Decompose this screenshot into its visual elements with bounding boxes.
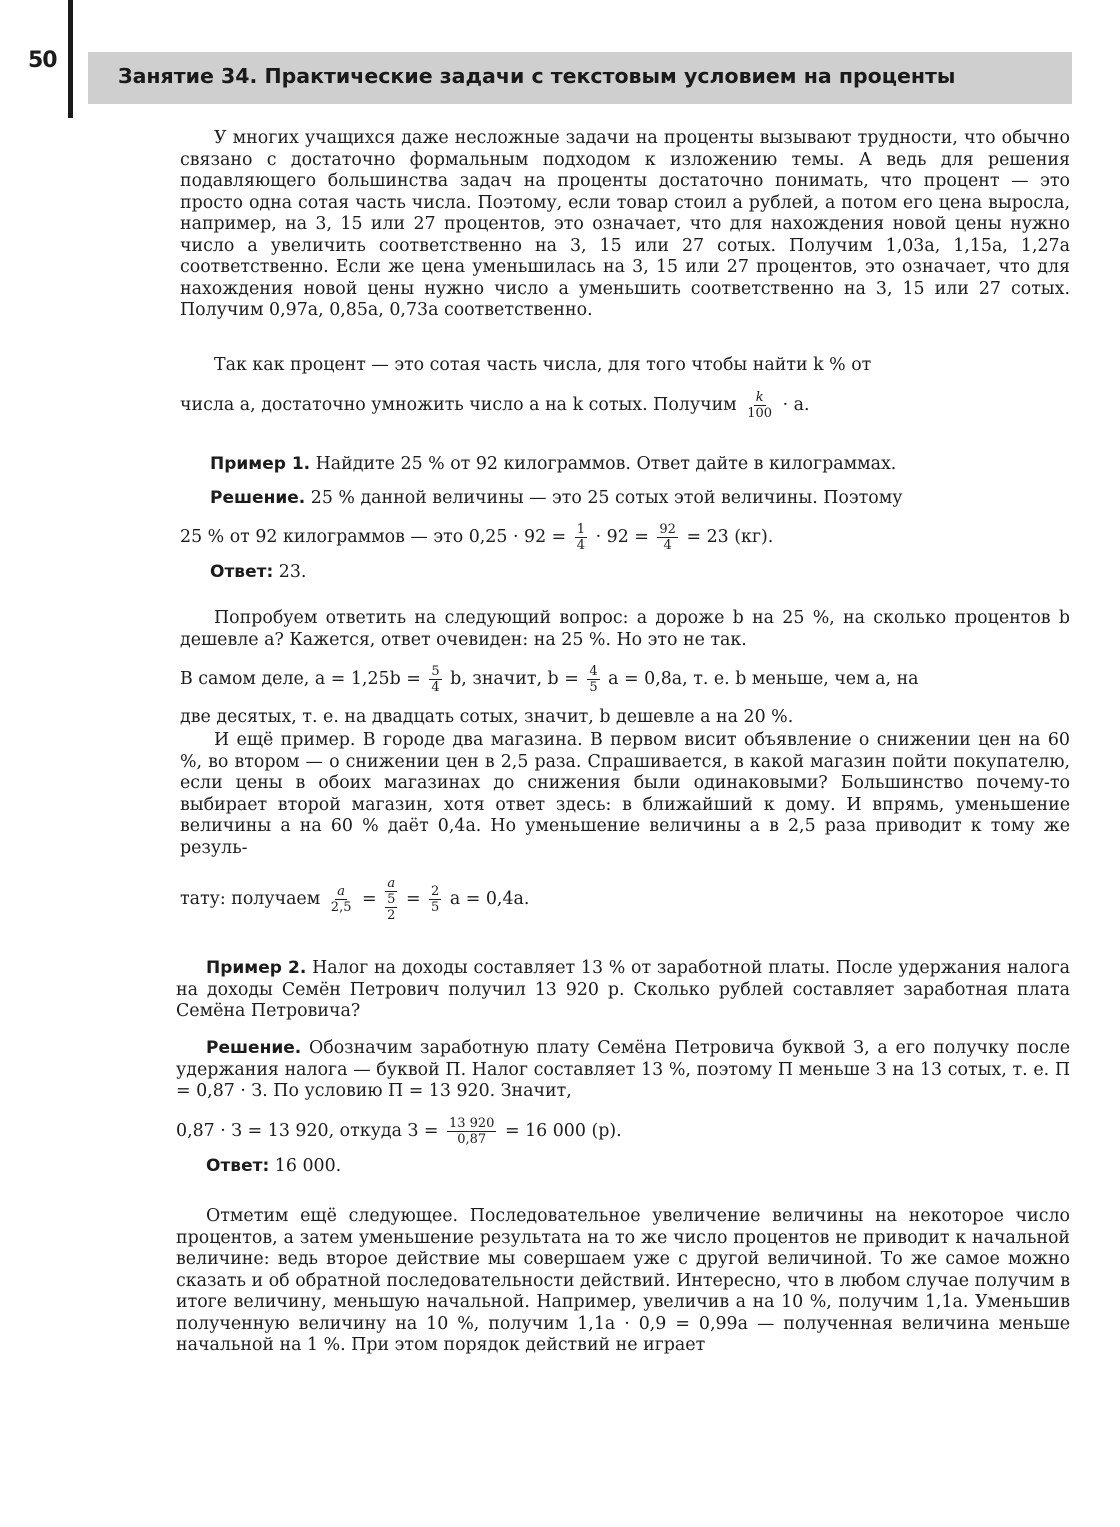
nested-denominator-value: 2 [387, 908, 396, 923]
example1-calculation [180, 522, 1070, 553]
four-fifths-fraction [587, 664, 599, 695]
fraction-denominator: 4 [663, 538, 672, 553]
discussion-paragraph: Попробуем ответить на следующий вопрос: a дороже b на 25 %, на сколько процентов b дешевле a? Кажется, ответ очевиден: на 25 %. Но это не так. [180, 608, 1070, 650]
example1-statement [210, 452, 1070, 476]
example1-solution-label: Решение. [210, 488, 306, 508]
five-quarters-fraction [429, 664, 441, 695]
fraction-denominator: 5 [589, 680, 598, 695]
nested-denominator [385, 892, 397, 923]
fraction-denominator: 100 [747, 406, 773, 421]
row-lead: В самом деле, a = 1,25b = [180, 669, 421, 689]
answer-value: 16 000. [274, 1156, 342, 1176]
fraction-numerator: 2 [431, 884, 440, 899]
intro-formula-line [180, 390, 1070, 421]
row-mid: b, значит, b = [450, 669, 579, 689]
salary-fraction [447, 1116, 497, 1147]
discussion-formula-line [180, 664, 1070, 695]
fraction-numerator: a [337, 884, 346, 899]
nested-numerator: 5 [387, 892, 396, 907]
calc-tail: = 23 (кг). [686, 527, 774, 547]
discussion-formula-line-2: тату: получаем $\frac{a}{2,5}$ = $\frac{a}{\frac{5}{2}}$ = $\frac{2}{5}$ a = 0,4a. [180, 876, 530, 923]
answer-value: 23. [278, 562, 307, 582]
answer-label: Ответ: [206, 1156, 270, 1176]
k-over-100-fraction [745, 390, 774, 421]
fraction-denominator: 5 [431, 900, 440, 915]
example2-solution [176, 1038, 1070, 1103]
closing-paragraph: Отметим ещё следующее. Последовательное увеличение величины на некоторое число процентов, а затем уменьшение результата на то же число процентов не приводит к начальной величине: ведь второе действие мы совершаем уже с другой величиной. То же самое можно сказать и об обратной последовательности действий. Интересно, что в любом случае получим в итоге величину, меньшую начальной. Например, увеличив a на 10 %, получим 1,1a. Уменьшив полученную величину на 10 %, получим 1,1a · 0,9 = 0,99a — полученная величина меньше начальной на 1 %. При этом порядок действий не играет [176, 1206, 1070, 1355]
calc-mid: · 92 = [595, 527, 649, 547]
example2-solution-text: Обозначим заработную плату Семёна Петровича буквой З, а его получку после удержания налога — буквой П. Налог составляет 13 %, поэтому П меньше З на 13 сотых, т. е. П = 0,87 · З. По условию П = 13 920. Значит, [176, 1038, 1070, 1101]
page-number: 50 [28, 48, 57, 73]
fraction-denominator: 2,5 [330, 900, 352, 915]
a-over-five-halves-fraction [385, 876, 397, 923]
example1-text: Найдите 25 % от 92 килограммов. Ответ дайте в килограммах. [315, 454, 897, 474]
calc-tail: = 16 000 (р). [504, 1121, 622, 1141]
fraction-numerator: 1 [576, 522, 586, 537]
fraction-numerator: 4 [589, 664, 598, 679]
intro-paragraph: У многих учащихся даже несложные задачи на проценты вызывают трудности, что обычно связано с достаточно формальным подходом к изложению темы. А ведь для решения подавляющего большинства задач на проценты достаточно понимать, что процент — это просто одна сотая часть числа. Поэтому, если товар стоил a рублей, а потом его цена выросла, например, на 3, 15 или 27 процентов, это означает, что для нахождения новой цены нужно число a увеличить соответственно на 3, 15 или 27 сотых. Получим 1,03a, 1,15a, 1,27a соответственно. Если же цена уменьшилась на 3, 15 или 27 процентов, это означает, что для нахождения новой цены нужно число a уменьшить соответственно на 3, 15 или 27 сотых. Получим 0,97a, 0,85a, 0,73a соответственно. [180, 128, 1070, 320]
calc-lead: 0,87 · З = 13 920, откуда З = [176, 1121, 439, 1141]
margin-rule [68, 0, 73, 118]
fraction-denominator: 4 [576, 538, 586, 553]
example2-calculation [176, 1116, 1066, 1147]
example1-solution [210, 486, 1070, 510]
example2-label: Пример 2. [206, 958, 307, 978]
row-tail: a = 0,8a, т. е. b меньше, чем a, на [608, 669, 919, 689]
example2-solution-label: Решение. [206, 1038, 302, 1058]
discussion-conclusion: две десятых, т. е. на двадцать сотых, значит, b дешевле a на 20 %. [180, 707, 794, 727]
fraction-denominator: 4 [431, 680, 440, 695]
fraction-numerator: 92 [659, 522, 676, 537]
example1-label: Пример 1. [210, 454, 311, 474]
answer-label: Ответ: [210, 562, 274, 582]
fraction-numerator: 5 [431, 664, 440, 679]
formula-tail: · a. [782, 395, 810, 415]
one-quarter-fraction [575, 522, 587, 553]
fraction-denominator: 0,87 [457, 1132, 487, 1147]
a-over-2-5-fraction [329, 884, 354, 915]
fraction-numerator: 13 920 [448, 1116, 495, 1131]
fraction-numerator: a [387, 876, 396, 891]
lesson-title: Занятие 34. Практические задачи с текстовым условием на проценты [118, 64, 956, 88]
intro-percent-line: Так как процент — это сотая часть числа, для того чтобы найти k % от [214, 355, 872, 375]
example1-solution-text: 25 % данной величины — это 25 сотых этой величины. Поэтому [310, 488, 903, 508]
example2-text: Налог на доходы составляет 13 % от заработной платы. После удержания налога на доходы Семён Петрович получил 13 920 р. Сколько рублей составляет заработная плата Семёна Петровича? [176, 958, 1071, 1021]
row2-tail: a = 0,4a. [449, 889, 530, 909]
calc-lead: 25 % от 92 килограммов — это 0,25 · 92 = [180, 527, 567, 547]
example2-statement [176, 958, 1070, 1023]
second-example-paragraph: И ещё пример. В городе два магазина. В первом висит объявление о снижении цен на 60 %, во втором — о снижении цен в 2,5 раза. Спрашивается, в какой магазин пойти покупателю, если цены в обоих магазинах до снижения были одинаковыми? Большинство почему-то выбирает второй магазин, хотя ответ здесь: в ближайший к дому. И впрямь, уменьшение величины a на 60 % даёт 0,4a. Но уменьшение величины a в 2,5 раза приводит к тому же резуль- [180, 730, 1070, 858]
two-fifths-fraction [429, 884, 441, 915]
intro-formula-text: числа a, достаточно умножить число a на k сотых. Получим [180, 395, 737, 415]
row2-lead: тату: получаем [180, 889, 321, 909]
example2-answer [206, 1154, 1066, 1178]
fraction-numerator: k [755, 390, 764, 405]
example1-answer [210, 560, 1070, 584]
ninety-two-quarters-fraction [657, 522, 678, 553]
